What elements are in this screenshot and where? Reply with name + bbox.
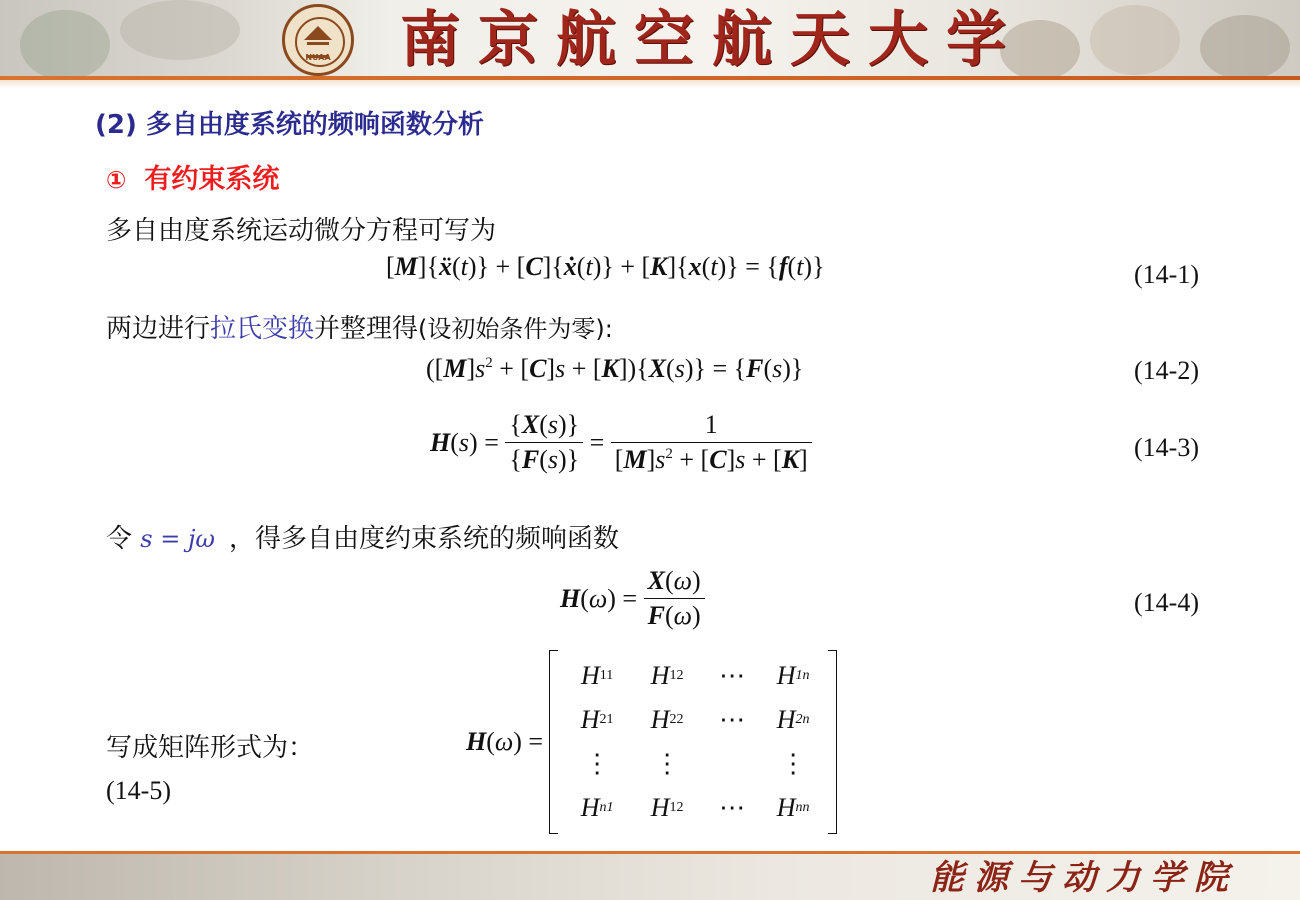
laplace-text-prefix: 两边进行 xyxy=(106,314,211,344)
equation-number: (14-1) xyxy=(1134,260,1199,289)
equation-number: (14-3) xyxy=(1134,433,1199,462)
equation-number: (14-5) xyxy=(106,776,171,805)
matrix-cell: ⋯ xyxy=(719,661,746,690)
laplace-text xyxy=(106,308,613,345)
matrix-cell: ⋮ xyxy=(584,749,611,778)
matrix-cell: H 2n xyxy=(776,705,810,734)
matrix-cell xyxy=(702,742,762,786)
matrix-cell: H 21 xyxy=(580,705,614,734)
matrix-cell: H 22 xyxy=(650,705,684,734)
substitution-prefix: 令 xyxy=(106,524,133,554)
equation-14-4: H(ω) = $\frac{X(\omega)}{F(\omega)}$ xyxy=(560,566,705,631)
university-logo xyxy=(282,4,354,76)
matrix-cell: ⋮ xyxy=(780,749,807,778)
equation-number: (14-2) xyxy=(1134,356,1199,385)
matrix-cell: H nn xyxy=(776,793,810,822)
intro-text: 多自由度系统运动微分方程可写为 xyxy=(106,216,497,246)
fraction: $\frac{X(\omega)}{F(\omega)}$ xyxy=(644,566,705,631)
equation-14-5: H(ω) = H 11 H 12 ⋯ H 1n H 21 H 22 ⋯ H 2n ⋮ ⋮ ⋮ H n1 H 12 ⋯ H nn xyxy=(466,650,837,834)
matrix-cell: H n1 xyxy=(580,793,614,822)
equation-number: (14-4) xyxy=(1134,588,1199,617)
fraction: $\frac{1}{[M]s^2 + [C]s + [K]}$ xyxy=(611,410,812,475)
substitution-suffix: ，得多自由度约束系统的频响函数 xyxy=(228,524,619,554)
initial-condition-note: (设初始条件为零): xyxy=(418,315,613,343)
matrix-cell: ⋮ xyxy=(654,749,681,778)
college-name: 能源与动力学院 xyxy=(930,858,1238,898)
equation-14-1: [M]{ẍ(t)} + [C]{ẋ(t)} + [K]{x(t)} = {f(t)} xyxy=(386,252,825,281)
equation-14-3: H(s) = $\frac{\{X(s)\}}{\{F(s)\}}$ = $\frac{1}{[M]s^2 + [C]s + [K]}$ xyxy=(430,410,812,475)
laplace-text-suffix: 并整理得 xyxy=(314,314,419,344)
laplace-transform-term: 拉氏变换 xyxy=(210,314,315,344)
matrix-cell: H 12 xyxy=(650,793,684,822)
university-name: 南京航空航天大学 xyxy=(400,5,1024,75)
matrix-cell: H 12 xyxy=(650,661,684,690)
matrix-intro-text: 写成矩阵形式为： xyxy=(106,733,315,763)
matrix-cell: ⋯ xyxy=(719,705,746,734)
substitution-text xyxy=(106,518,619,555)
logo-text: NUAA xyxy=(305,53,331,62)
substitution-formula: s = jω xyxy=(140,525,215,553)
matrix-cell: ⋯ xyxy=(719,793,746,822)
subsection-marker: ① xyxy=(106,166,127,194)
frequency-response-matrix xyxy=(549,650,837,834)
matrix-cell: H 1n xyxy=(776,661,810,690)
subsection-title xyxy=(106,157,279,196)
fraction: $\frac{\{X(s)\}}{\{F(s)\}}$ xyxy=(505,410,583,475)
section-title: (2) 多自由度系统的频响函数分析 xyxy=(95,110,484,140)
matrix-cell: H 11 xyxy=(580,661,614,690)
subsection-text: 有约束系统 xyxy=(144,164,280,195)
header-shadow xyxy=(0,80,1300,88)
equation-14-2: $([M]s^2 + [C]s + [K])\{X(s)\} = \{F(s)\}$ xyxy=(426,354,804,383)
